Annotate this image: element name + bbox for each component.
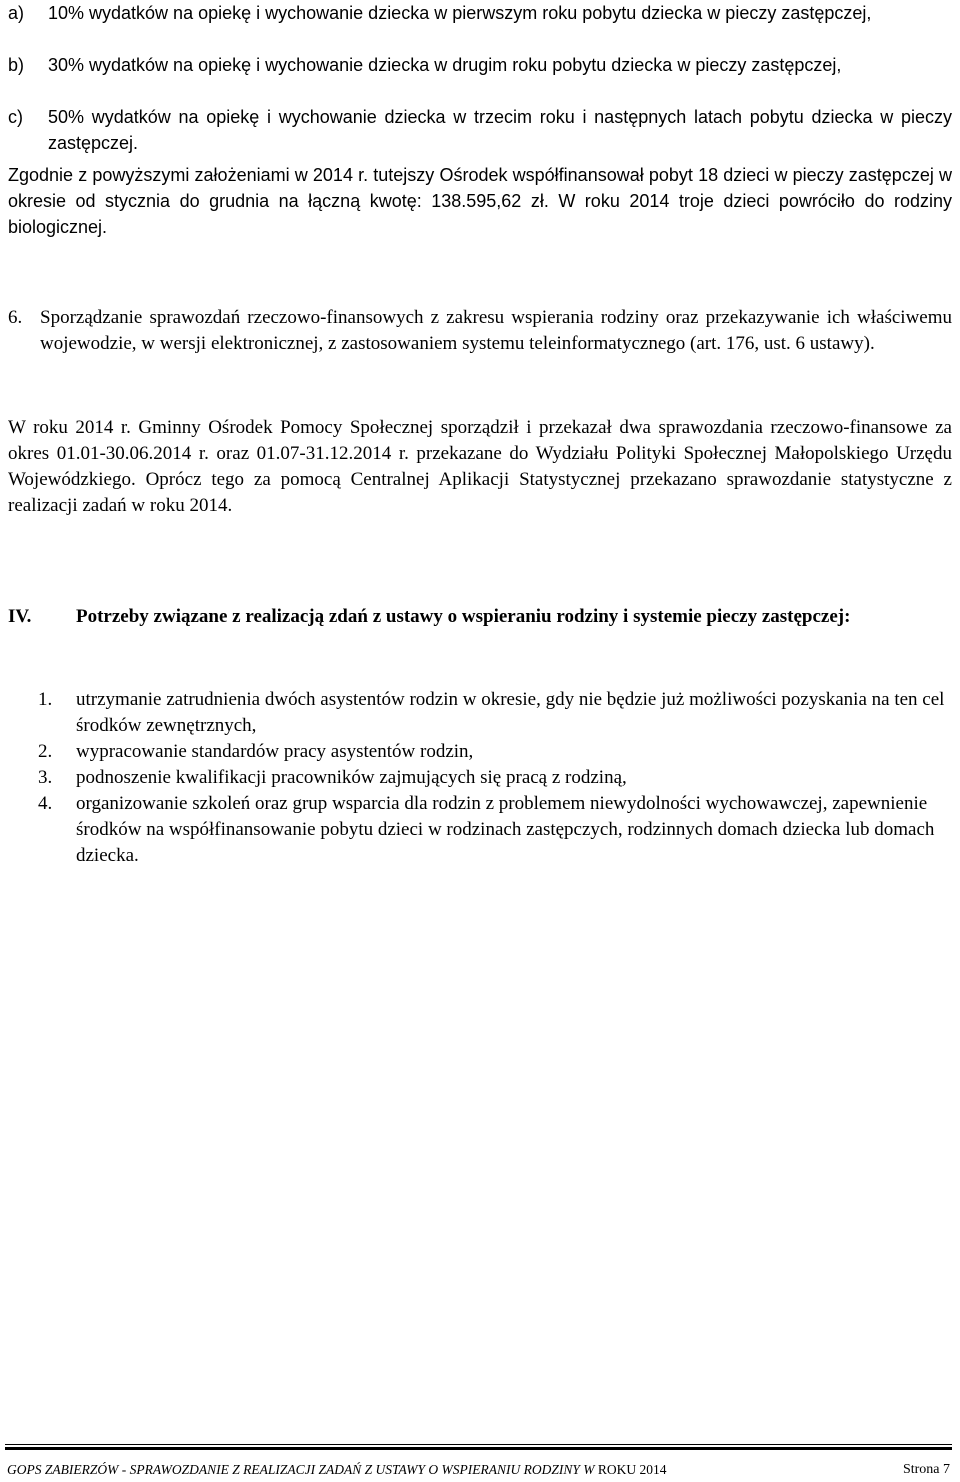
footer-line <box>5 1458 952 1482</box>
section-iv-list <box>8 687 952 877</box>
footer-year: ROKU 2014 <box>594 1462 667 1477</box>
section-number: 6. <box>8 307 23 328</box>
list-item-text: 30% wydatków na opiekę i wychowanie dziecka w drugim roku pobytu dziecka w pieczy zastępczej, <box>48 55 842 75</box>
footer-rule-thick <box>5 1447 952 1450</box>
list-marker: 4. <box>38 793 53 814</box>
alpha-list <box>8 0 952 160</box>
section-iv-heading <box>8 604 952 660</box>
footer-rule <box>5 1444 952 1445</box>
list-item-text: organizowanie szkoleń oraz grup wsparcia dla rodzin z problemem niewydolności wychowawczej, zapewnienie środków na współfinansowanie pobytu dzieci w rodzinach zastępczych, rodzinnych domach dziecka lub domach dziecka. <box>76 793 935 866</box>
list-item-text: 50% wydatków na opiekę i wychowanie dziecka w trzecim roku i następnych latach pobytu dziecka w pieczy zastępczej. <box>48 107 952 153</box>
footer-separator: - <box>118 1462 130 1477</box>
list-marker: c) <box>8 107 23 127</box>
list-marker: a) <box>8 3 25 23</box>
footer-title <box>7 1458 667 1482</box>
section-number: IV. <box>8 606 32 627</box>
list-marker: 3. <box>38 767 53 788</box>
section-6 <box>8 305 952 385</box>
list-item-text: utrzymanie zatrudnienia dwóch asystentów rodzin w okresie, gdy nie będzie już możliwości pozyskania na ten cel środków zewnętrznych, <box>76 689 945 736</box>
footer-report-title: SPRAWOZDANIE Z REALIZACJI ZADAŃ Z USTAWY O WSPIERANIU RODZINY W <box>129 1462 595 1477</box>
list-item <box>8 687 952 739</box>
footer-org: GOPS ZABIERZÓW <box>7 1462 119 1477</box>
list-item <box>8 52 952 104</box>
list-marker: b) <box>8 55 25 75</box>
list-marker: 2. <box>38 741 53 762</box>
list-marker: 1. <box>38 689 53 710</box>
summary-paragraph: Zgodnie z powyższymi założeniami w 2014 r. tutejszy Ośrodek współfinansował pobyt 18 dzieci w pieczy zastępczej w okresie od stycznia do grudnia na łączną kwotę: 138.595,62 zł. W roku 2014 troje dzieci powróciło do rodziny biologicznej. <box>8 165 952 237</box>
list-item-text: wypracowanie standardów pracy asystentów rodzin, <box>76 741 474 762</box>
list-item <box>8 765 952 791</box>
section-6-paragraph: W roku 2014 r. Gminny Ośrodek Pomocy Społecznej sporządził i przekazał dwa sprawozdania rzeczowo-finansowe za okres 01.01-30.06.2014 r. oraz 01.07-31.12.2014 r. przekazane do Wydziału Polityki Społecznej Małopolskiego Urzędu Wojewódzkiego. Oprócz tego za pomocą Centralnej Aplikacji Statystycznej przekazano sprawozdanie statystyczne z realizacji zadań w roku 2014. <box>8 417 952 516</box>
page-number: Strona 7 <box>902 1462 950 1477</box>
page-footer <box>5 1444 952 1482</box>
list-item-text: podnoszenie kwalifikacji pracowników zajmujących się pracą z rodziną, <box>76 767 627 788</box>
section-6-text: Sporządzanie sprawozdań rzeczowo-finansowych z zakresu wspierania rodziny oraz przekazywanie ich właściwemu wojewodzie, w wersji elektronicznej, z zastosowaniem systemu teleinformatycznego (art. 176, ust. 6 ustawy). <box>40 307 952 354</box>
list-item <box>8 739 952 765</box>
list-item <box>8 791 952 869</box>
list-item <box>8 104 952 156</box>
list-item-text: 10% wydatków na opiekę i wychowanie dziecka w pierwszym roku pobytu dziecka w pieczy zastępczej, <box>48 3 872 23</box>
section-iv-title: Potrzeby związane z realizacją zdań z ustawy o wspieraniu rodziny i systemie pieczy zastępczej: <box>76 606 851 627</box>
list-item <box>8 0 952 52</box>
